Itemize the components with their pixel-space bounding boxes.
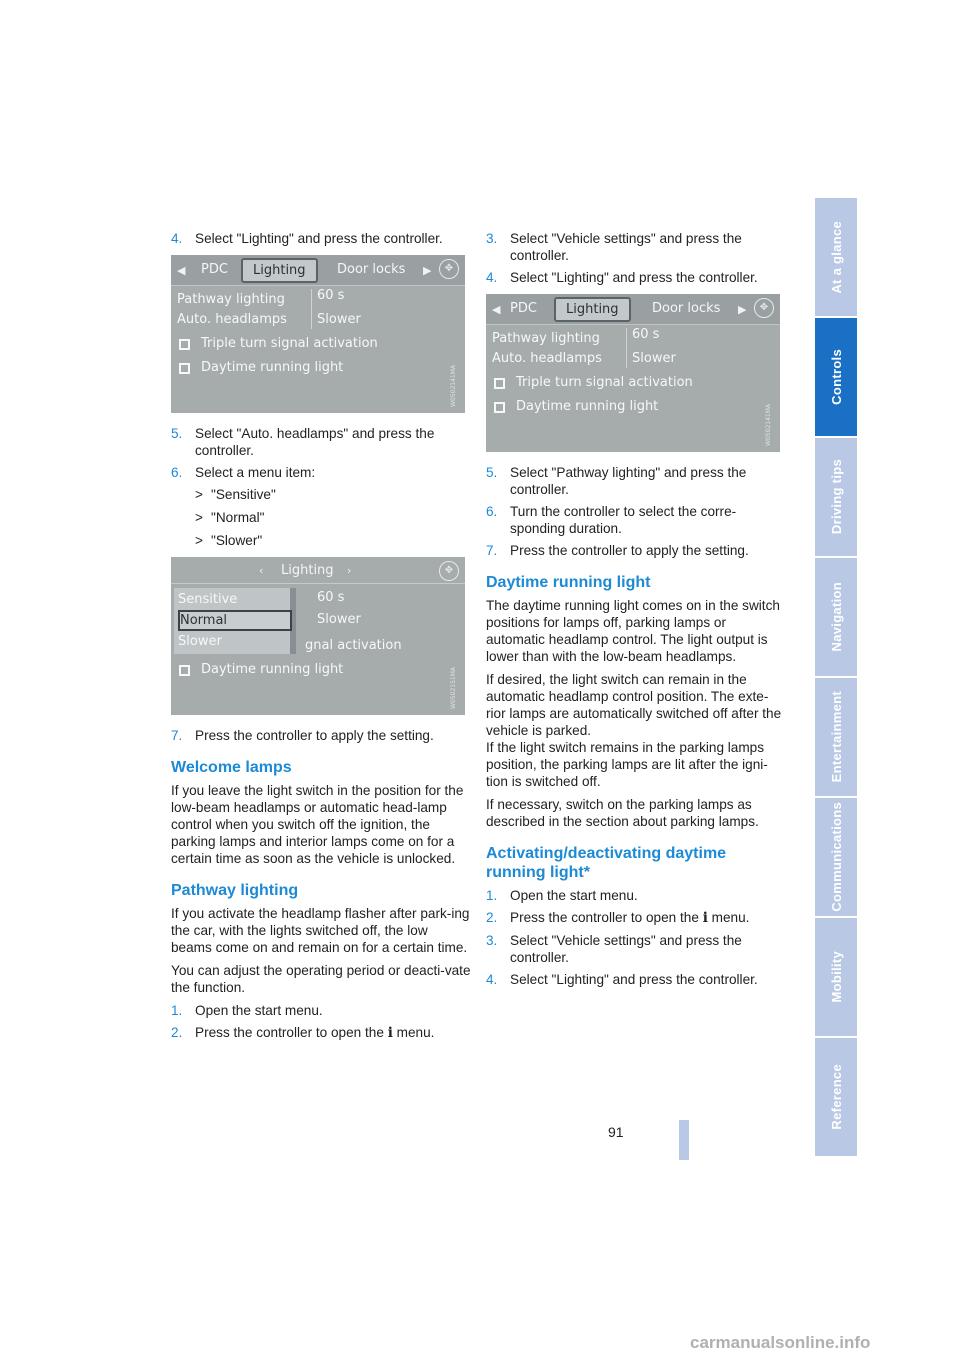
step: 6. Turn the controller to select the corre-sponding duration. <box>486 504 737 536</box>
paragraph: If you leave the light switch in the position for the low-beam headlamps or automatic head-lamp control when you switch off the ignition, the parking lamps and interior lamps come on for a certain time as soon as the vehicle is unlocked. <box>171 783 464 866</box>
screen-check-label: Triple turn signal activation <box>201 336 378 351</box>
sidebar-tab-controls[interactable]: Controls <box>815 318 857 436</box>
sidebar-tab-at-a-glance[interactable]: At a glance <box>815 198 857 316</box>
step: 4. Select "Lighting" and press the controller. <box>486 972 758 987</box>
popup-item-selected: Normal <box>178 610 292 631</box>
screen-title: Lighting <box>281 563 334 578</box>
step: 5. Select "Pathway lighting" and press the controller. <box>486 465 747 497</box>
left-column <box>171 230 471 1047</box>
step: 4. Select "Lighting" and press the controller. <box>171 231 443 246</box>
screen-check-label: Daytime running light <box>516 399 659 414</box>
screen-row-label: Auto. headlamps <box>177 312 287 327</box>
step: 7. Press the controller to apply the setting. <box>171 728 434 743</box>
paragraph: If you activate the headlamp flasher after park-ing the car, with the lights switched off, the low beams come on and remain on for a certain time. <box>171 906 470 955</box>
screen-value: 60 s <box>317 288 345 303</box>
option-item: > "Sensitive" <box>195 487 276 502</box>
screen-value: 60 s <box>632 327 660 342</box>
controller-icon: ✥ <box>439 561 459 581</box>
screen-partial-label: gnal activation <box>305 638 402 653</box>
paragraph: You can adjust the operating period or deacti-vate the function. <box>171 963 471 995</box>
checkbox-icon <box>494 378 505 389</box>
screen-tab-pdc: PDC <box>201 262 228 277</box>
watermark: carmanualsonline.info <box>690 1333 871 1352</box>
image-code: W0502151MA <box>450 667 457 709</box>
step: 7. Press the controller to apply the setting. <box>486 543 749 558</box>
idrive-screen-lighting-menu <box>486 294 780 452</box>
screen-check-label: Daytime running light <box>201 662 344 677</box>
screen-tab-lighting: Lighting <box>554 297 631 322</box>
step: 5. Select "Auto. headlamps" and press the controller. <box>171 426 435 458</box>
option-item: > "Slower" <box>195 533 263 548</box>
image-code: W0502141MA <box>765 404 772 446</box>
arrow-left-icon: ‹ <box>259 564 264 577</box>
screen-row-label: Pathway lighting <box>492 331 600 346</box>
idrive-screen-lighting-menu <box>171 255 465 413</box>
step: 1. Open the start menu. <box>486 888 638 903</box>
info-icon: i <box>387 1025 393 1041</box>
step: 4. Select "Lighting" and press the controller. <box>486 270 758 285</box>
screen-check-label: Triple turn signal activation <box>516 375 693 390</box>
step: 3. Select "Vehicle settings" and press the controller. <box>486 933 742 965</box>
option-item: > "Normal" <box>195 510 265 525</box>
step: 6. Select a menu item: <box>171 465 316 480</box>
screen-row-label: Auto. headlamps <box>492 351 602 366</box>
screen-tab-lighting: Lighting <box>241 258 318 283</box>
paragraph: The daytime running light comes on in the switch positions for lamps off, parking lamps or automatic headlamp control. The light output is lower than with the low-beam headlamps. <box>486 598 780 664</box>
heading-welcome-lamps: Welcome lamps <box>171 759 292 776</box>
paragraph: If necessary, switch on the parking lamps as described in the section about parking lamps. <box>486 797 759 829</box>
page-marker-bar <box>679 1120 689 1160</box>
screen-tab-pdc: PDC <box>510 301 537 316</box>
page-number: 91 <box>608 1124 624 1140</box>
screen-tab-door-locks: Door locks <box>337 262 406 277</box>
screen-title-bar <box>171 557 465 584</box>
screen-value: Slower <box>317 612 361 627</box>
image-code: W0502141MA <box>450 365 457 407</box>
arrow-left-icon: ◀ <box>492 303 501 316</box>
section-sidebar <box>815 198 857 1158</box>
step: 2. Press the controller to open the i menu. <box>486 910 750 926</box>
arrow-right-icon: ▶ <box>423 264 432 277</box>
sidebar-tab-driving-tips[interactable]: Driving tips <box>815 438 857 556</box>
screen-value: 60 s <box>317 590 345 605</box>
controller-icon: ✥ <box>754 298 774 318</box>
arrow-right-icon: ▶ <box>738 303 747 316</box>
heading-daytime-running-light: Daytime running light <box>486 574 651 591</box>
screen-row-label: Pathway lighting <box>177 292 285 307</box>
screen-value: Slower <box>317 312 361 327</box>
screen-value: Slower <box>632 351 676 366</box>
sidebar-tab-entertainment[interactable]: Entertainment <box>815 678 857 796</box>
step: 2. Press the controller to open the i menu. <box>171 1025 435 1041</box>
sidebar-tab-communications[interactable]: Communications <box>815 798 857 916</box>
idrive-screen-auto-headlamps <box>171 557 465 715</box>
sidebar-tab-mobility[interactable]: Mobility <box>815 918 857 1036</box>
popup-item: Slower <box>178 634 222 649</box>
checkbox-icon <box>179 339 190 350</box>
screen-tab-bar <box>171 255 465 286</box>
heading-activating-daytime-light: Activating/deactivating daytime running light* <box>486 845 727 881</box>
checkbox-icon <box>494 402 505 413</box>
paragraph: If desired, the light switch can remain in the automatic headlamp control position. The exte-rior lamps are automatically switched off after the vehicle is parked. <box>486 672 782 738</box>
screen-check-label: Daytime running light <box>201 360 344 375</box>
screen-tab-door-locks: Door locks <box>652 301 721 316</box>
step: 3. Select "Vehicle settings" and press the controller. <box>486 231 742 263</box>
info-icon: i <box>702 910 708 926</box>
sidebar-tab-navigation[interactable]: Navigation <box>815 558 857 676</box>
popup-menu <box>174 588 296 654</box>
screen-tab-bar <box>486 294 780 325</box>
sidebar-tab-reference[interactable]: Reference <box>815 1038 857 1156</box>
step: 1. Open the start menu. <box>171 1003 323 1018</box>
arrow-left-icon: ◀ <box>177 264 186 277</box>
paragraph: If the light switch remains in the parking lamps position, the parking lamps are lit after the igni-tion is switched off. <box>486 740 768 789</box>
right-column <box>486 230 786 993</box>
checkbox-icon <box>179 665 190 676</box>
checkbox-icon <box>179 363 190 374</box>
arrow-right-icon: › <box>347 564 352 577</box>
heading-pathway-lighting: Pathway lighting <box>171 882 299 899</box>
controller-icon: ✥ <box>439 259 459 279</box>
popup-item: Sensitive <box>178 592 238 607</box>
